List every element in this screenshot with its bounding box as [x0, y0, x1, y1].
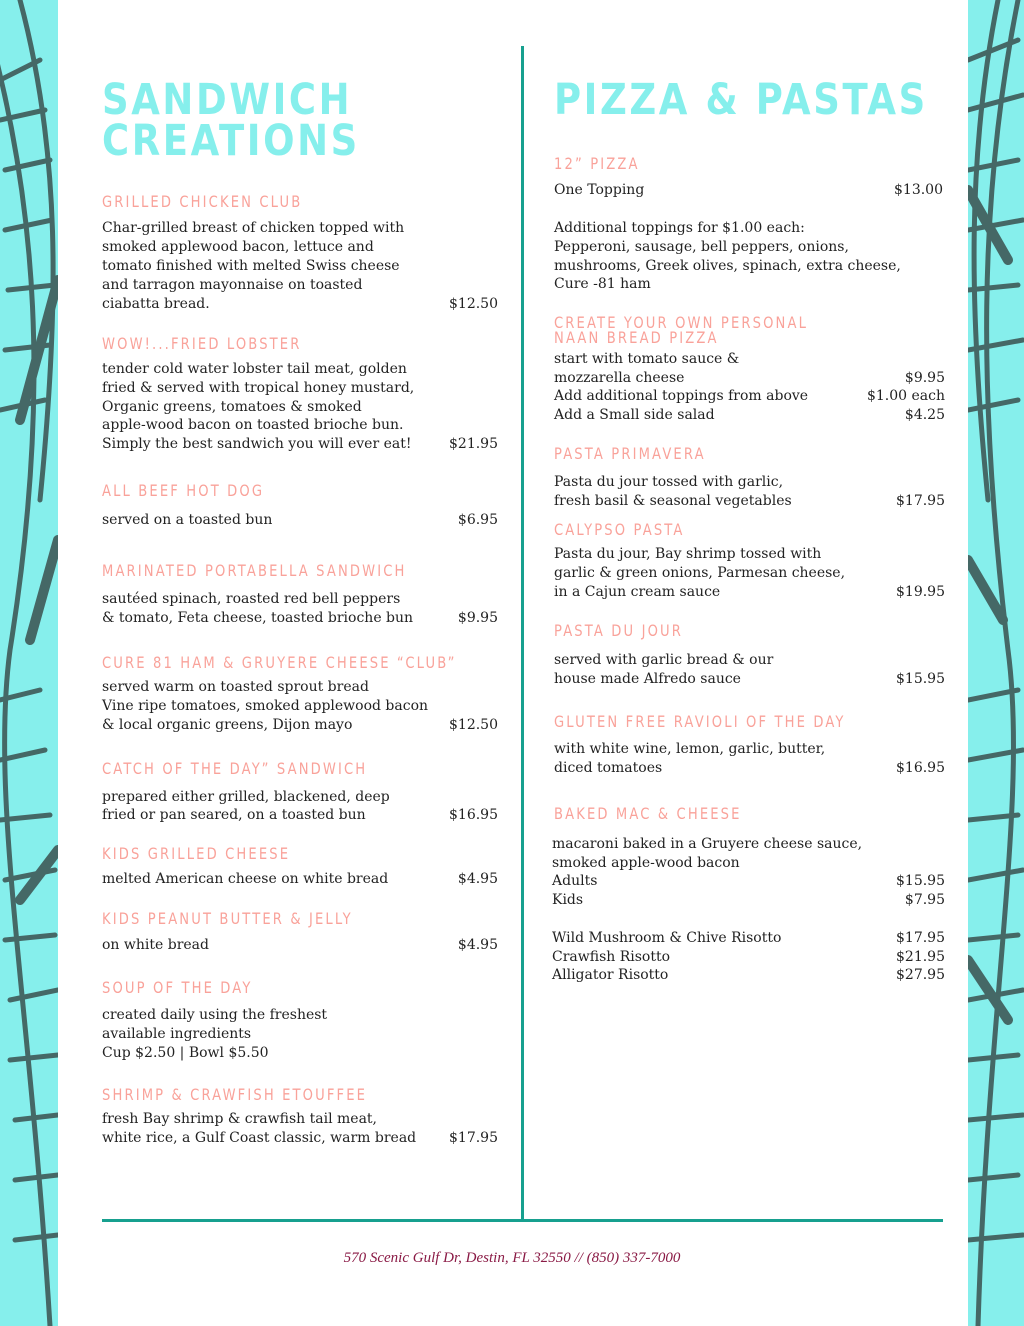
item-desc: tender cold water lobster tail meat, golden: [102, 361, 407, 377]
leaf-pattern-left: [0, 0, 58, 1326]
item-price: $17.95: [896, 930, 945, 946]
item-price: $15.95: [896, 873, 945, 889]
item-price: $4.95: [457, 871, 498, 887]
item-heading: PASTA PRIMAVERA: [554, 444, 706, 463]
item-heading: 12” PIZZA: [554, 154, 640, 173]
item-desc: Simply the best sandwich you will ever eat! $21.95: [102, 436, 498, 452]
item-price: $15.95: [896, 671, 945, 687]
item-desc: Add a Small side salad $4.25: [554, 407, 945, 423]
item-desc: Organic greens, tomatoes & smoked: [102, 399, 362, 415]
item-desc: created daily using the freshest: [102, 1007, 328, 1023]
item-price: $16.95: [896, 760, 945, 776]
item-heading: GLUTEN FREE RAVIOLI OF THE DAY: [554, 712, 846, 731]
item-desc: apple-wood bacon on toasted brioche bun.: [102, 417, 404, 433]
item-price: $4.95: [457, 937, 498, 953]
item-price: $21.95: [896, 949, 945, 965]
item-desc: and tarragon mayonnaise on toasted: [102, 277, 363, 293]
risotto-row: Wild Mushroom & Chive Risotto $17.95: [552, 930, 945, 946]
item-desc: Vine ripe tomatoes, smoked applewood bacon: [102, 698, 429, 714]
item-desc: Pasta du jour tossed with garlic,: [554, 474, 784, 490]
item-heading: CURE 81 HAM & GRUYERE CHEESE “CLUB”: [102, 653, 457, 672]
item-desc: Cure -81 ham: [554, 276, 651, 292]
section-title: CREATIONS: [102, 116, 360, 166]
item-price: $6.95: [457, 512, 498, 528]
item-price: $21.95: [449, 436, 498, 452]
item-heading: SHRIMP & CRAWFISH ETOUFFEE: [102, 1085, 368, 1104]
item-desc: smoked applewood bacon, lettuce and: [102, 239, 374, 255]
risotto-row: Alligator Risotto $27.95: [552, 967, 945, 983]
item-desc: on white bread $4.95: [102, 937, 498, 953]
item-heading: GRILLED CHICKEN CLUB: [102, 192, 303, 211]
item-heading: KIDS GRILLED CHEESE: [102, 844, 291, 863]
item-desc: house made Alfredo sauce $15.95: [554, 671, 945, 687]
item-heading: ALL BEEF HOT DOG: [102, 481, 265, 500]
item-desc: Cup $2.50 | Bowl $5.50: [102, 1045, 269, 1061]
item-price: $16.95: [449, 807, 498, 823]
item-heading: MARINATED PORTABELLA SANDWICH: [102, 561, 407, 580]
horizontal-divider: [102, 1219, 943, 1222]
item-desc: prepared either grilled, blackened, deep: [102, 789, 390, 805]
item-desc: Pepperoni, sausage, bell peppers, onions,: [554, 239, 849, 255]
item-desc: served on a toasted bun $6.95: [102, 512, 498, 528]
item-heading: NAAN BREAD PIZZA: [554, 328, 719, 347]
item-desc: available ingredients: [102, 1026, 252, 1042]
item-price: $7.95: [904, 892, 945, 908]
item-desc: Adults $15.95: [552, 873, 945, 889]
item-desc: fresh Bay shrimp & crawfish tail meat,: [102, 1111, 377, 1127]
item-desc: fresh basil & seasonal vegetables $17.95: [554, 493, 945, 509]
item-desc: white rice, a Gulf Coast classic, warm bread $17.95: [102, 1130, 498, 1146]
item-desc: garlic & green onions, Parmesan cheese,: [554, 565, 846, 581]
item-price: $12.50: [449, 717, 498, 733]
item-desc: served with garlic bread & our: [554, 652, 774, 668]
item-heading: PASTA DU JOUR: [554, 621, 684, 640]
item-price: $13.00: [894, 182, 943, 198]
item-desc: Pasta du jour, Bay shrimp tossed with: [554, 546, 822, 562]
footer-address: 570 Scenic Gulf Dr, Destin, FL 32550 // (850) 337-7000: [343, 1250, 681, 1266]
item-desc: diced tomatoes $16.95: [554, 760, 945, 776]
item-price: $9.95: [457, 610, 498, 626]
item-desc: ciabatta bread. $12.50: [102, 296, 498, 312]
leaf-pattern-right: [968, 0, 1024, 1326]
section-title: PIZZA & PASTAS: [554, 75, 928, 125]
pizza-pasta-column: [552, 75, 945, 998]
item-price: $4.25: [904, 407, 945, 423]
item-heading: WOW!...FRIED LOBSTER: [102, 334, 302, 353]
item-price: $9.95: [904, 370, 945, 386]
item-desc: fried or pan seared, on a toasted bun $16.95: [102, 807, 498, 823]
item-desc: Kids $7.95: [552, 892, 945, 908]
item-price: $19.95: [896, 584, 945, 600]
item-desc: & tomato, Feta cheese, toasted brioche bun $9.95: [102, 610, 498, 626]
item-desc: smoked apple-wood bacon: [552, 855, 740, 871]
item-desc: One Topping $13.00: [554, 182, 943, 198]
item-desc: sautéed spinach, roasted red bell peppers: [102, 591, 401, 607]
item-desc: melted American cheese on white bread $4.95: [102, 871, 498, 887]
item-heading: BAKED MAC & CHEESE: [554, 804, 742, 823]
item-desc: start with tomato sauce &: [554, 351, 740, 367]
item-desc: Add additional toppings from above $1.00 each: [554, 388, 945, 404]
item-desc: with white wine, lemon, garlic, butter,: [554, 741, 826, 757]
item-desc: fried & served with tropical honey mustard,: [102, 380, 415, 396]
sandwich-column: [102, 75, 498, 1178]
item-price: $17.95: [449, 1130, 498, 1146]
item-desc: mushrooms, Greek olives, spinach, extra cheese,: [554, 258, 901, 274]
item-heading: CATCH OF THE DAY” SANDWICH: [102, 759, 368, 778]
item-heading: KIDS PEANUT BUTTER & JELLY: [102, 909, 353, 928]
item-desc: mozzarella cheese $9.95: [554, 370, 945, 386]
item-desc: & local organic greens, Dijon mayo $12.50: [102, 717, 498, 733]
item-heading: CALYPSO PASTA: [554, 520, 685, 539]
vertical-divider: [521, 46, 524, 1222]
item-desc: in a Cajun cream sauce $19.95: [554, 584, 945, 600]
item-desc: Char-grilled breast of chicken topped with: [102, 220, 405, 236]
item-desc: served warm on toasted sprout bread: [102, 679, 369, 695]
item-price: $17.95: [896, 493, 945, 509]
item-desc: Additional toppings for $1.00 each:: [554, 220, 805, 236]
section-title: SANDWICH: [102, 75, 353, 125]
item-heading: CREATE YOUR OWN PERSONAL: [554, 313, 809, 332]
item-desc: tomato finished with melted Swiss cheese: [102, 258, 400, 274]
item-price: $1.00 each: [866, 388, 945, 404]
risotto-row: Crawfish Risotto $21.95: [552, 949, 945, 965]
item-price: $27.95: [896, 967, 945, 983]
item-desc: macaroni baked in a Gruyere cheese sauce,: [552, 836, 863, 852]
item-heading: SOUP OF THE DAY: [102, 978, 253, 997]
item-price: $12.50: [449, 296, 498, 312]
